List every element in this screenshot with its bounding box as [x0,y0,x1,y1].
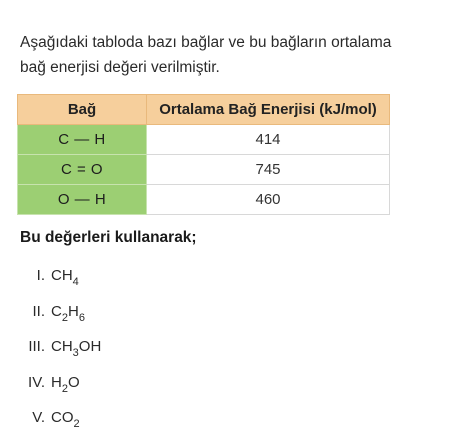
list-item [23,407,101,443]
bond-energy-table [17,94,390,215]
list-item [23,336,101,372]
roman-numeral: IV. [28,373,45,391]
intro-line-1: Aşağıdaki tabloda bazı bağlar ve bu bağların ortalama [20,34,392,51]
table-row [18,155,390,185]
formula: $H_2O$ [51,373,80,395]
bond-cell: O — H [18,185,147,215]
table-row [18,125,390,155]
header-bond: Bağ [18,95,147,125]
roman-numeral: II. [32,302,45,320]
formula: $C_2H_6$ [51,302,85,324]
table-row [18,185,390,215]
bond-cell: C = O [18,155,147,185]
header-energy: Ortalama Bağ Enerjisi (kJ/mol) [147,95,390,125]
energy-cell: 745 [147,155,390,185]
table-header-row [18,95,390,125]
roman-numeral: V. [32,409,45,426]
energy-cell: 460 [147,185,390,215]
instruction-heading: Bu değerleri kullanarak; [20,229,197,246]
roman-numeral: I. [36,267,45,284]
bond-cell: C — H [18,125,147,155]
intro-text [20,30,450,80]
energy-cell: 414 [147,125,390,155]
formula: $CH_4$ [51,267,79,288]
list-item [23,372,101,408]
formula: $CO_2$ [51,409,80,430]
list-item [23,265,101,301]
roman-numeral: III. [28,338,45,355]
list-item [23,301,101,337]
formula: $CH_3OH$ [51,338,102,359]
intro-line-2: bağ enerjisi değeri verilmiştir. [20,59,220,76]
compound-list [23,265,101,443]
